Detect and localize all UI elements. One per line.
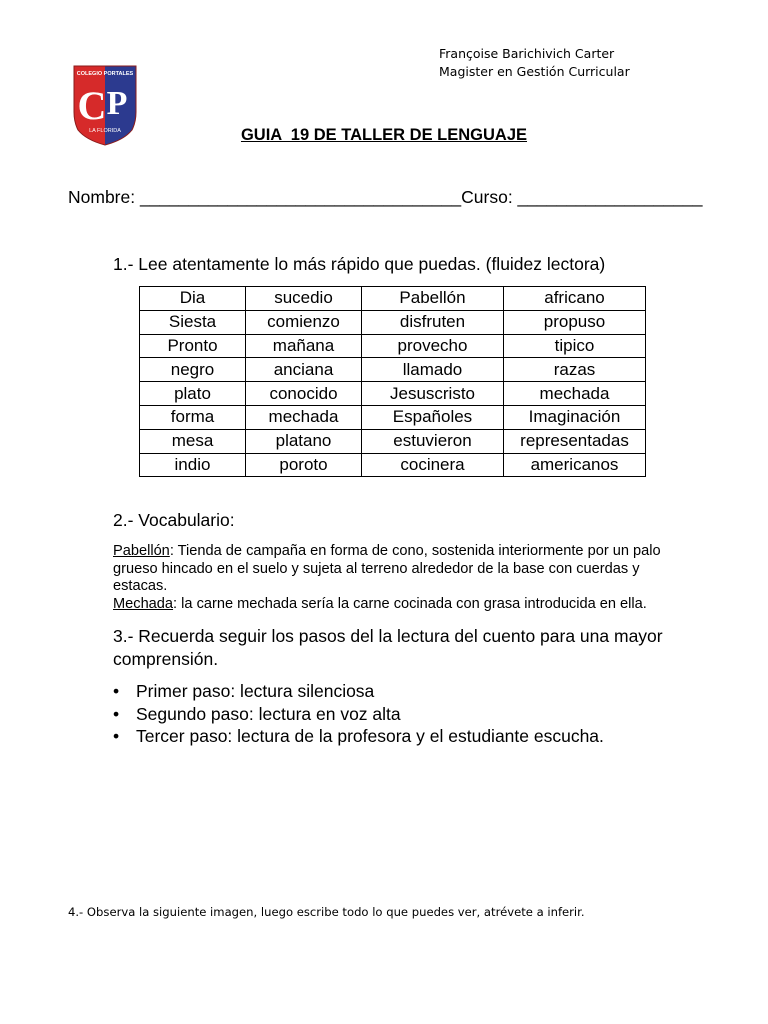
table-cell: representadas (504, 429, 646, 453)
bullet-icon: • (113, 703, 120, 724)
table-cell: Españoles (362, 405, 504, 429)
table-cell: africano (504, 287, 646, 311)
table-cell: forma (140, 405, 246, 429)
question-3: 3.- Recuerda seguir los pasos del la lectura del cuento para una mayor comprensión. (113, 626, 663, 669)
bullet-icon: • (113, 726, 120, 746)
table-cell: mechada (246, 405, 362, 429)
table-cell: Siesta (140, 310, 246, 334)
table-cell: propuso (504, 310, 646, 334)
table-cell: Pronto (140, 334, 246, 358)
table-cell: llamado (362, 358, 504, 382)
vocabulary-list (113, 543, 673, 613)
list-item (113, 680, 604, 703)
table-cell: razas (504, 358, 646, 382)
table-cell: anciana (246, 358, 362, 382)
question-1: 1.- Lee atentamente lo más rápido que puedas. (fluidez lectora) (113, 254, 606, 274)
vocabulary-entry (113, 596, 673, 614)
table-cell: conocido (246, 382, 362, 406)
table-row (140, 334, 646, 358)
table-cell: cocinera (362, 453, 504, 477)
page-title (0, 126, 768, 145)
table-cell: platano (246, 429, 362, 453)
steps-list (113, 680, 604, 748)
table-cell: Jesuscristo (362, 382, 504, 406)
table-row (140, 382, 646, 406)
table-cell: Pabellón (362, 287, 504, 311)
table-cell: plato (140, 382, 246, 406)
vocabulary-term: Mechada (113, 595, 174, 612)
table-cell: mañana (246, 334, 362, 358)
page-title-text: GUIA 19 DE TALLER DE LENGUAJE (240, 126, 528, 144)
author-name: Françoise Barichivich Carter (439, 46, 615, 61)
author-degree: Magister en Gestión Curricular (439, 64, 630, 79)
logo-letter-c: C (77, 83, 107, 128)
step-text: Tercer paso: lectura de la profesora y el estudiante escucha. (136, 726, 604, 746)
table-row (140, 429, 646, 453)
vocabulary-entry (113, 543, 673, 596)
question-2: 2.- Vocabulario: (113, 510, 235, 530)
bullet-icon: • (113, 681, 120, 701)
table-cell: mesa (140, 429, 246, 453)
vocabulary-definition: : Tienda de campaña en forma de cono, sostenida interiormente por un palo grueso hincado en el suelo y sujeta al terreno alrededor de la base con cuerdas y estacas. (113, 543, 661, 594)
table-row (140, 287, 646, 311)
table-cell: Dia (140, 287, 246, 311)
table-cell: negro (140, 358, 246, 382)
vocabulary-definition: : la carne mechada sería la carne cocinada con grasa introducida en ella. (173, 595, 647, 612)
logo-letter-p: P (106, 85, 128, 122)
table-row (140, 453, 646, 477)
question-4: 4.- Observa la siguiente imagen, luego escribe todo lo que puedes ver, atrévete a inferir. (68, 905, 585, 919)
name-course-line: Nombre: _________________________________Curso: ___________________ (68, 187, 703, 207)
table-cell: provecho (362, 334, 504, 358)
table-cell: tipico (504, 334, 646, 358)
table-row (140, 310, 646, 334)
table-row (140, 405, 646, 429)
table-cell: disfruten (362, 310, 504, 334)
table-cell: Imaginación (504, 405, 646, 429)
list-item (113, 725, 604, 748)
table-cell: mechada (504, 382, 646, 406)
logo-bottom-text: LA FLORIDA (89, 128, 121, 134)
word-table (139, 286, 646, 477)
table-cell: comienzo (246, 310, 362, 334)
vocabulary-term: Pabellón (113, 543, 170, 559)
table-cell: poroto (246, 453, 362, 477)
step-text: Segundo paso: lectura en voz alta (136, 703, 401, 724)
table-cell: sucedio (246, 287, 362, 311)
table-row (140, 358, 646, 382)
logo-top-text: COLEGIO PORTALES (76, 71, 134, 77)
table-cell: estuvieron (362, 429, 504, 453)
table-cell: americanos (504, 453, 646, 477)
table-cell: indio (140, 453, 246, 477)
author-block (439, 45, 630, 81)
list-item (113, 703, 604, 726)
step-text: Primer paso: lectura silenciosa (136, 681, 375, 701)
